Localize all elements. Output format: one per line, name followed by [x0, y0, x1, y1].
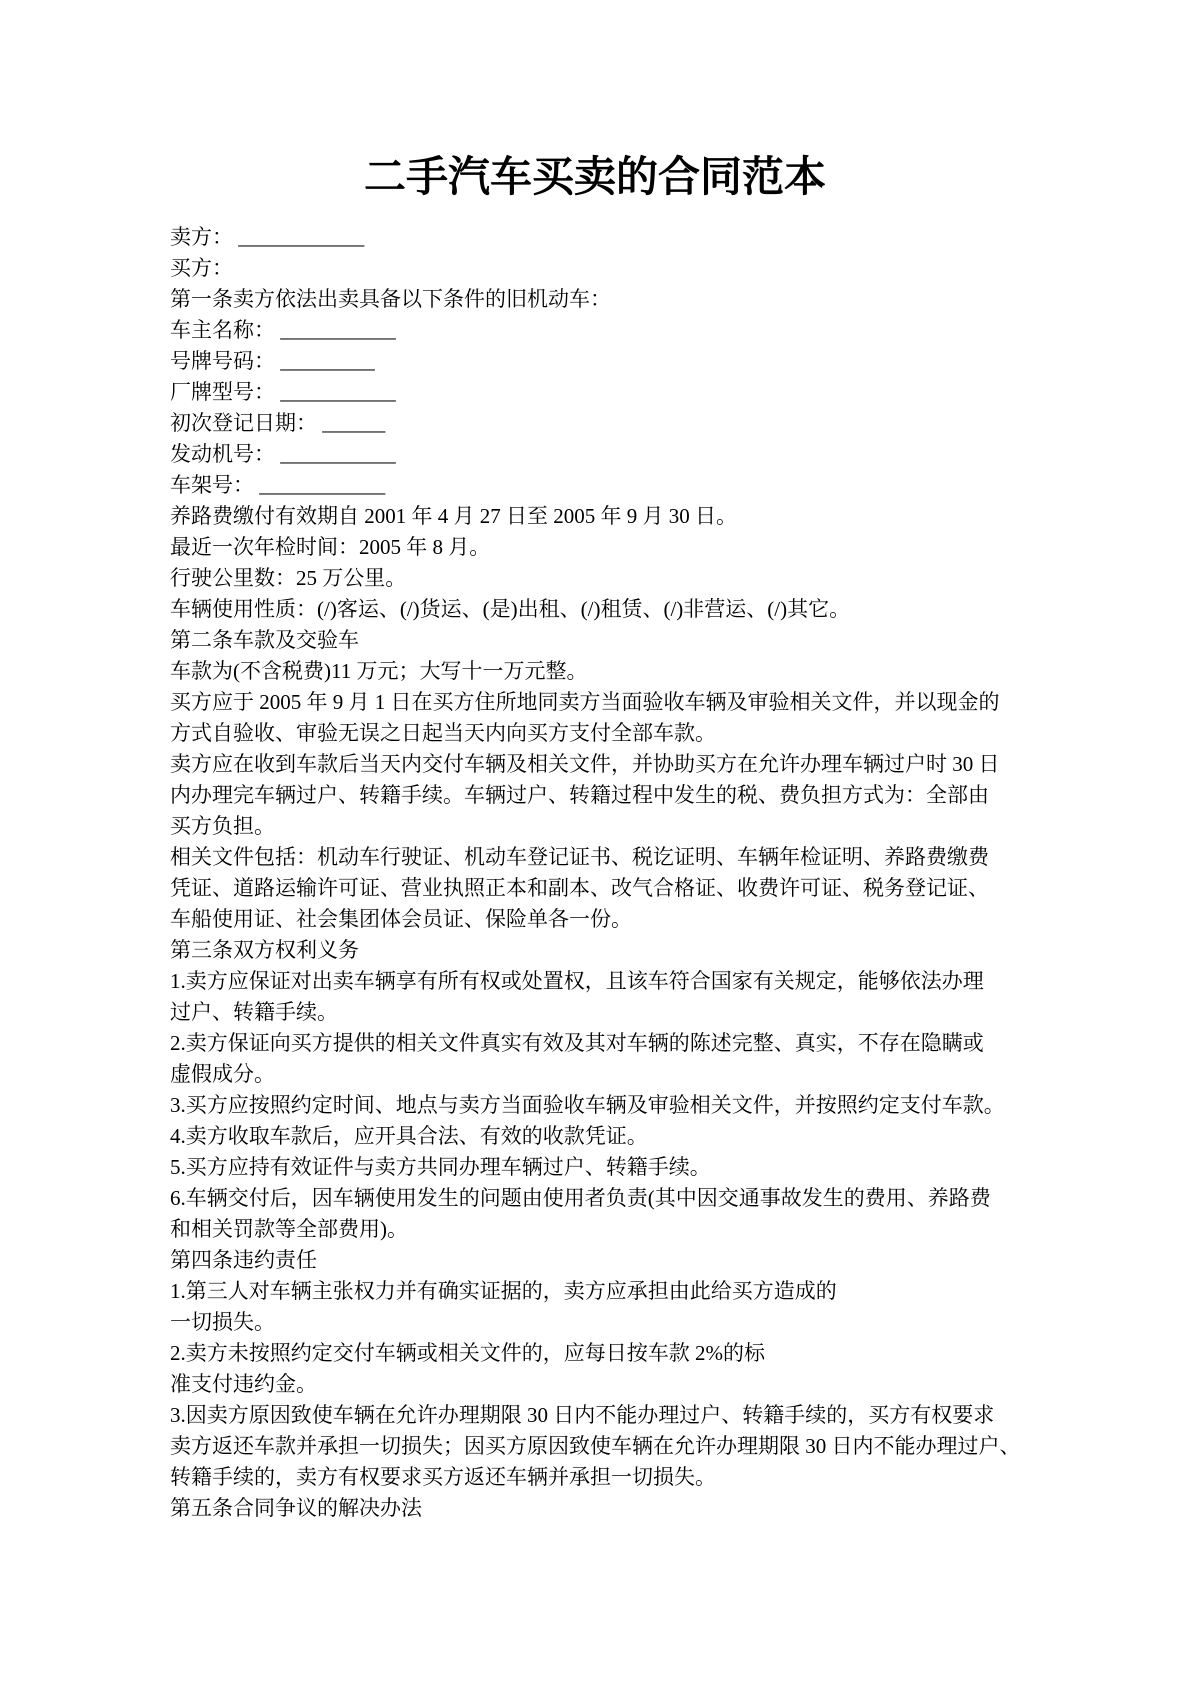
document-line: 买方负担。 [170, 814, 275, 838]
document-line: 车主名称： ___________ [170, 318, 396, 342]
document-line: 虚假成分。 [170, 1062, 275, 1086]
document-line: 3.买方应按照约定时间、地点与卖方当面验收车辆及审验相关文件，并按照约定支付车款。 [170, 1093, 1005, 1117]
document-line: 买方应于 2005 年 9 月 1 日在买方住所地同卖方当面验收车辆及审验相关文件，并以现金的 [170, 690, 1000, 714]
document-line: 养路费缴付有效期自 2001 年 4 月 27 日至 2005 年 9 月 30 日。 [170, 504, 737, 528]
document-line: 第三条双方权利义务 [170, 938, 359, 962]
document-line: 2.卖方未按照约定交付车辆或相关文件的，应每日按车款 2%的标 [170, 1341, 765, 1365]
document-line: 第一条卖方依法出卖具备以下条件的旧机动车： [170, 287, 611, 311]
document-body [170, 222, 1020, 1524]
document-title: 二手汽车买卖的合同范本 [363, 155, 826, 201]
document-line: 相关文件包括：机动车行驶证、机动车登记证书、税讫证明、车辆年检证明、养路费缴费 [170, 845, 989, 869]
document-line: 一切损失。 [170, 1310, 275, 1334]
document-line: 和相关罚款等全部费用)。 [170, 1217, 408, 1241]
document-line: 准支付违约金。 [170, 1372, 317, 1396]
document-line: 发动机号： ___________ [170, 442, 396, 466]
document-line: 过户、转籍手续。 [170, 1000, 338, 1024]
document-line: 凭证、道路运输许可证、营业执照正本和副本、改气合格证、收费许可证、税务登记证、 [170, 876, 989, 900]
document-line: 1.卖方应保证对出卖车辆享有所有权或处置权，且该车符合国家有关规定，能够依法办理 [170, 969, 984, 993]
document-line: 车款为(不含税费)11 万元；大写十一万元整。 [170, 659, 588, 683]
document-line: 车架号： ____________ [170, 473, 386, 497]
document-line: 方式自验收、审验无误之日起当天内向买方支付全部车款。 [170, 721, 716, 745]
document-line: 1.第三人对车辆主张权力并有确实证据的，卖方应承担由此给买方造成的 [170, 1279, 837, 1303]
document-line: 4.卖方收取车款后，应开具合法、有效的收款凭证。 [170, 1124, 648, 1148]
document-line: 第二条车款及交验车 [170, 628, 359, 652]
document-line: 内办理完车辆过户、转籍手续。车辆过户、转籍过程中发生的税、费负担方式为：全部由 [170, 783, 989, 807]
document-line: 卖方返还车款并承担一切损失；因买方原因致使车辆在允许办理期限 30 日内不能办理过户、 [170, 1434, 1021, 1458]
document-line: 第四条违约责任 [170, 1248, 317, 1272]
document-line: 3.因卖方原因致使车辆在允许办理期限 30 日内不能办理过户、转籍手续的，买方有权要求 [170, 1403, 995, 1427]
document-line: 第五条合同争议的解决办法 [170, 1496, 422, 1520]
document-line: 车船使用证、社会集团体会员证、保险单各一份。 [170, 907, 632, 931]
document-line: 车辆使用性质：(/)客运、(/)货运、(是)出租、(/)租赁、(/)非营运、(/)其它。 [170, 597, 851, 621]
document-line: 最近一次年检时间：2005 年 8 月。 [170, 535, 491, 559]
document-line: 卖方： ____________ [170, 225, 365, 249]
document-line: 初次登记日期： ______ [170, 411, 386, 435]
document-line: 转籍手续的，卖方有权要求买方返还车辆并承担一切损失。 [170, 1465, 716, 1489]
document-line: 6.车辆交付后，因车辆使用发生的问题由使用者负责(其中因交通事故发生的费用、养路费 [170, 1186, 991, 1210]
document-line: 卖方应在收到车款后当天内交付车辆及相关文件，并协助买方在允许办理车辆过户时 30 日 [170, 752, 1000, 776]
document-line: 号牌号码： _________ [170, 349, 375, 373]
document-line: 2.卖方保证向买方提供的相关文件真实有效及其对车辆的陈述完整、真实，不存在隐瞒或 [170, 1031, 984, 1055]
document-line: 买方： [170, 256, 233, 280]
document-line: 厂牌型号： ___________ [170, 380, 396, 404]
document-line: 行驶公里数：25 万公里。 [170, 566, 407, 590]
document-line: 5.买方应持有效证件与卖方共同办理车辆过户、转籍手续。 [170, 1155, 711, 1179]
